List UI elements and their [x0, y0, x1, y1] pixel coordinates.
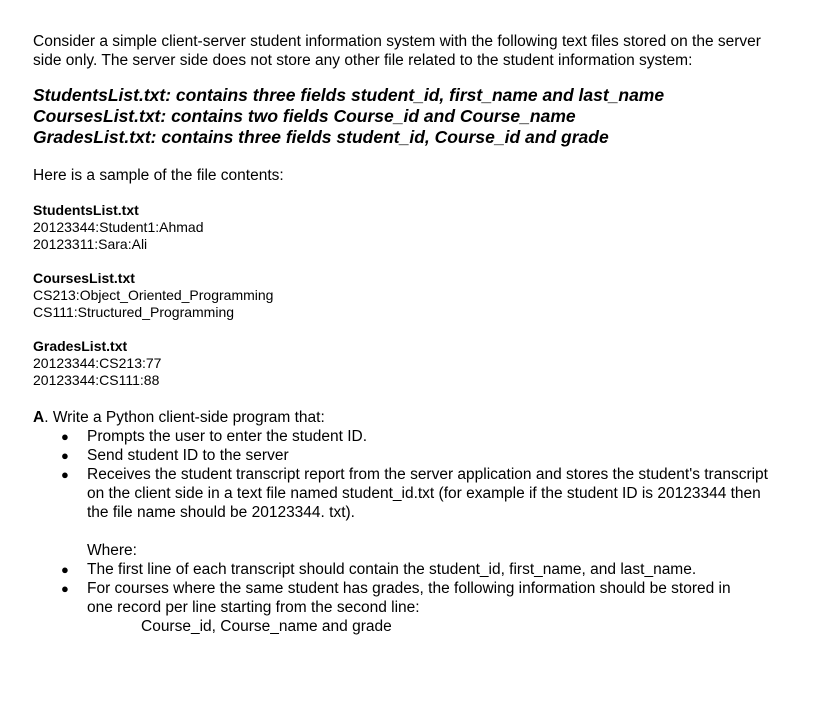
bullet-icon: ●	[61, 448, 69, 463]
sample-heading: Here is a sample of the file contents:	[33, 167, 284, 184]
sample-line: 20123344:Student1:Ahmad	[33, 219, 204, 235]
list-item	[61, 427, 773, 446]
sample-title: StudentsList.txt	[33, 202, 139, 218]
list-item	[61, 560, 773, 579]
bullet-text: For courses where the same student has grades, the following information should be stored in one record per line starting from the second line:	[87, 580, 731, 616]
sample-line: 20123344:CS213:77	[33, 355, 162, 371]
list-item	[61, 465, 773, 522]
sample-line: CS213:Object_Oriented_Programming	[33, 287, 274, 303]
bullet-text: Receives the student transcript report from the server application and stores the student's transcript on the client side in a text file named student_id.txt (for example if the student ID is 20123344 then the file name should be 20123344. txt).	[87, 466, 768, 521]
bullet-text: Send student ID to the server	[87, 447, 289, 464]
where-bullet-list	[33, 560, 773, 617]
task-bullet-list	[33, 427, 773, 522]
sample-line: 20123344:CS111:88	[33, 372, 160, 388]
task-text: . Write a Python client-side program that:	[44, 409, 325, 426]
bullet-text: Prompts the user to enter the student ID.	[87, 428, 368, 445]
bullet-icon: ●	[61, 467, 69, 482]
task-label: A	[33, 409, 45, 426]
file-description-grades: GradesList.txt: contains three fields student_id, Course_id and grade	[33, 127, 609, 147]
sample-title: GradesList.txt	[33, 338, 128, 354]
bullet-icon: ●	[61, 429, 69, 444]
record-fields-line: Course_id, Course_name and grade	[141, 618, 392, 635]
document-page	[33, 32, 773, 636]
file-description-students: StudentsList.txt: contains three fields student_id, first_name and last_name	[33, 85, 665, 105]
sample-grades	[33, 338, 773, 389]
sample-line: CS111:Structured_Programming	[33, 304, 235, 320]
bullet-text: The first line of each transcript should contain the student_id, first_name, and last_name.	[87, 561, 697, 578]
file-description-courses: CoursesList.txt: contains two fields Course_id and Course_name	[33, 106, 576, 126]
intro-paragraph: Consider a simple client-server student information system with the following text files stored on the server side only. The server side does not store any other file related to the student information system:	[33, 33, 761, 69]
where-label: Where:	[87, 542, 137, 559]
task-a	[33, 408, 773, 636]
file-descriptions	[33, 85, 773, 148]
sample-courses	[33, 270, 773, 321]
bullet-icon: ●	[61, 562, 69, 577]
task-heading	[33, 408, 773, 427]
bullet-icon: ●	[61, 581, 69, 596]
sample-students	[33, 202, 773, 253]
list-item	[61, 446, 773, 465]
list-item	[61, 579, 773, 617]
sample-line: 20123311:Sara:Ali	[33, 236, 148, 252]
sample-title: CoursesList.txt	[33, 270, 135, 286]
